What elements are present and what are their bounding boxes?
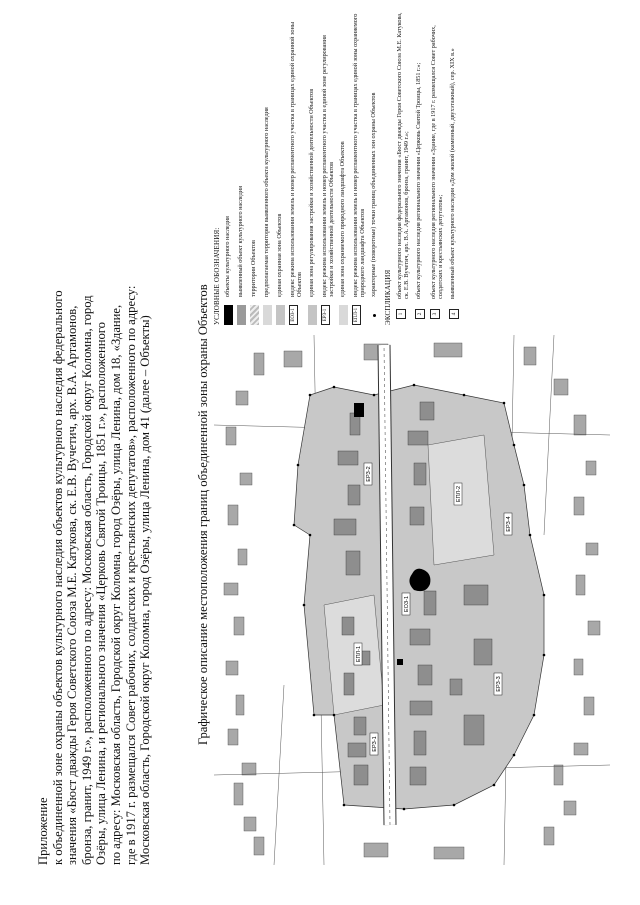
- zone-label: [364, 463, 372, 485]
- svg-text:ЕПЛ-1: ЕПЛ-1: [356, 645, 362, 663]
- zone-label: [402, 593, 410, 615]
- legend-swatch: [276, 305, 285, 325]
- legend-swatch: [250, 305, 259, 325]
- legend-item: [339, 10, 348, 325]
- legend-swatch: [237, 305, 246, 325]
- legend-text: индекс режима использования земель и номер регламентного участка в границах единой охранной зоны Объектов: [289, 22, 304, 297]
- legend-text: индекс режима использования земель и номер регламентного участка в единой зоне регулирования застройки и хозяйственной деятельности Объектов: [320, 35, 335, 297]
- legend-item: [352, 10, 366, 325]
- header-line: бронза, гранит, 1949 г.», расположенного по адресу: Московская область, Городской округ Коломна, город: [79, 295, 94, 865]
- explication-item: [415, 10, 425, 325]
- explication-text: объект культурного наследия регионального значения «Церковь Святой Троицы, 1851 г.»;: [415, 62, 423, 299]
- legend-item: [224, 10, 233, 325]
- legend-text: единая зона регулирования застройки и хозяйственной деятельности Объектов: [307, 88, 315, 297]
- header-line: Приложение: [36, 797, 50, 865]
- legend-text: характерные (поворотные) точки границ объединенных зон охраны Объектов: [370, 92, 378, 297]
- header-line: по адресу: Московская область, Городской округ Коломна, город Озёры, улица Ленина, дом 18, «Здание,: [108, 304, 123, 865]
- explication-item: [449, 10, 459, 325]
- legend-code: ЕПЛ-1: [352, 305, 361, 325]
- legend-swatch: [224, 305, 233, 325]
- header-line: значения «Бюст дважды Героя Советского Союза М.Е. Катукова, ск. Е.В. Вучетич, арх. В.А. Артамонов,: [65, 305, 80, 865]
- header-line: где в 1917 г. размещался Совет рабочих, солдатских и крестьянских депутатов», расположенного по адресу:: [123, 285, 138, 865]
- header-line: Московская область, Городской округ Коломна, город Озёры, улица Ленина, дом 41 (далее – Объекты): [138, 315, 153, 865]
- explication-item: [396, 10, 410, 325]
- explication-text: объект культурного наследия федерального значения «Бюст дважды Героя Советского Союза М.Е. Катукова, ск. Е.В. Вучетич, арх. В.А. Артамонов, бронза, гранит, 1949 г.»;: [395, 12, 410, 299]
- legend-swatch: [308, 305, 317, 325]
- zone-map: [214, 335, 610, 865]
- soviet-building-object: [354, 403, 364, 417]
- boundary-point-icon: [370, 305, 379, 325]
- explication-item: [430, 10, 444, 325]
- legend-item: [308, 10, 317, 325]
- svg-text:ЕРЗ-4: ЕРЗ-4: [506, 516, 512, 532]
- legend-text: территории Объектов: [250, 240, 258, 297]
- legend-item: [263, 10, 272, 325]
- legend-item: [289, 10, 303, 325]
- explication-text: выявленный объект культурного наследия «Дом жилой (каменный, двухэтажный), сер. XIX в.»: [449, 48, 457, 299]
- legend-item: [321, 10, 335, 325]
- zone-label: [370, 733, 378, 755]
- bust-object: [397, 659, 403, 665]
- legend-heading: УСЛОВНЫЕ ОБОЗНАЧЕНИЯ:: [213, 227, 221, 325]
- legend: [214, 10, 464, 325]
- legend-swatch: [263, 305, 272, 325]
- svg-text:ЕРЗ-2: ЕРЗ-2: [366, 466, 372, 482]
- main-road: [384, 345, 390, 825]
- explication-number: 2: [415, 309, 425, 319]
- explication-number: 4: [449, 309, 459, 319]
- explication-number: 1: [396, 309, 406, 319]
- legend-item: [250, 10, 259, 325]
- zone-label: [494, 673, 502, 695]
- legend-text: выявленный объект культурного наследия: [237, 186, 245, 297]
- explication-text: объект культурного наследия регионального значения «Здание, где в 1917 г. размещался Совет рабочих, солдатских и крестьянских депутатов»;: [430, 25, 445, 299]
- legend-text: единая охранная зона Объектов: [276, 213, 284, 297]
- legend-item: [370, 10, 379, 325]
- explication-heading: ЭКСПЛИКАЦИЯ: [384, 269, 393, 325]
- legend-swatch: [339, 305, 348, 325]
- legend-code: ЕРЗ-1: [321, 305, 330, 325]
- legend-code: ЕОЗ-1: [289, 305, 298, 325]
- header-line: Озёры, улица Ленина, и регионального значения «Церковь Святой Троицы, 1851 г.», расположенного: [94, 322, 109, 865]
- zone-label: [454, 483, 462, 505]
- explication-number: 3: [430, 309, 440, 319]
- zone-label: [504, 513, 512, 535]
- svg-text:ЕОЗ-1: ЕОЗ-1: [404, 595, 410, 613]
- svg-text:ЕРЗ-3: ЕРЗ-3: [496, 676, 502, 692]
- header-line: к объединенной зоне охраны объектов культурного наследия объектов культурного наследия федерального: [50, 290, 65, 865]
- svg-text:ЕПЛ-2: ЕПЛ-2: [456, 485, 462, 503]
- document-header: [36, 35, 153, 865]
- legend-text: единая зона охраняемого природного ландшафта Объектов: [339, 141, 347, 297]
- map-subtitle: Графическое описание местоположения границ объединенной зоны охраны Объектов: [196, 284, 210, 745]
- svg-text:ЕРЗ-1: ЕРЗ-1: [372, 736, 378, 752]
- legend-text: предполагаемая территория выявленного объекта культурного наследия: [263, 107, 271, 297]
- legend-text: индекс режима использования земель и номер регламентного участка в границах единой зоны охраняемого природного ландшафта Объектов: [352, 13, 367, 297]
- legend-text: объекты культурного наследия: [224, 216, 232, 297]
- legend-item: [276, 10, 285, 325]
- zone-label: [354, 643, 362, 665]
- legend-item: [237, 10, 246, 325]
